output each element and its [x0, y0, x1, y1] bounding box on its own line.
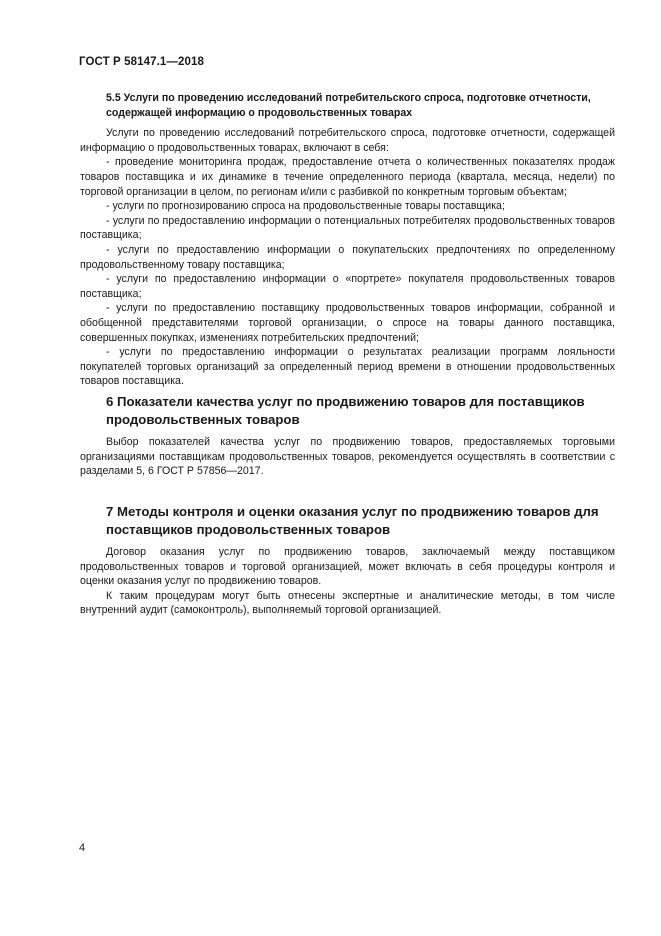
page-number: 4	[79, 842, 86, 854]
list-item: - услуги по предоставлению поставщику продовольственных товаров информации, собранной и обобщенной представителями торговой организации, о спросе на товары данного поставщика, совершенных покупках, изменениях потребительских предпочтений;	[80, 302, 615, 344]
document-header: ГОСТ Р 58147.1—2018	[79, 56, 204, 68]
list-item: - услуги по прогнозированию спроса на продовольственные товары поставщика;	[106, 200, 505, 213]
list-item: - услуги по предоставлению информации о результатах реализации программ лояльности покупателей торговых организаций за определенный период времени в отношении продовольственных товаров поставщика.	[80, 346, 615, 388]
list-item: - услуги по предоставлению информации о потенциальных потребителях продовольственных товаров поставщика;	[80, 214, 615, 242]
list-item: - услуги по предоставлению информации о покупательских предпочтениях по определенному продовольственному товару поставщика;	[80, 243, 615, 271]
section-6-heading: 6 Показатели качества услуг по продвижению товаров для поставщиков продовольственных товаров	[106, 394, 585, 427]
section-7-heading: 7 Методы контроля и оценки оказания услуг по продвижению товаров для поставщиков продовольственных товаров	[106, 504, 599, 537]
section-7-paragraph: К таким процедурам могут быть отнесены экспертные и аналитические методы, в том числе внутренний аудит (самоконтроль), выполняемый торговой организацией.	[80, 589, 615, 617]
section-6	[80, 435, 615, 479]
list-item: - проведение мониторинга продаж, предоставление отчета о количественных показателях продаж товаров поставщика и их динамике в течение определенного периода (квартала, месяца, недели) по торговой организации в целом, по регионам и/или с разбивкой по конкретным торговым объектам;	[80, 156, 615, 198]
section-5-5-heading: 5.5 Услуги по проведению исследований потребительского спроса, подготовке отчетности, содержащей информацию о продовольственных товарах	[106, 92, 591, 119]
section-7-paragraph: Договор оказания услуг по продвижению товаров, заключаемый между поставщиком продовольственных товаров и торговой организацией, может включать в себя процедуры контроля и оценки оказания услуг по продвижению товаров.	[80, 546, 615, 588]
section-5-5-intro: Услуги по проведению исследований потребительского спроса, подготовке отчетности, содержащей информацию о продовольственных товарах, включают в себя:	[80, 127, 615, 154]
section-6-paragraph: Выбор показателей качества услуг по продвижению товаров, предоставляемых торговыми организациями поставщикам продовольственных товаров, рекомендуется осуществлять в соответствии с разделами 5, 6 ГОСТ Р 57856—2017.	[80, 436, 615, 478]
section-5-5	[80, 91, 615, 389]
section-7	[80, 545, 615, 618]
list-item: - услуги по предоставлению информации о «портрете» покупателя продовольственных товаров поставщика;	[80, 273, 615, 300]
